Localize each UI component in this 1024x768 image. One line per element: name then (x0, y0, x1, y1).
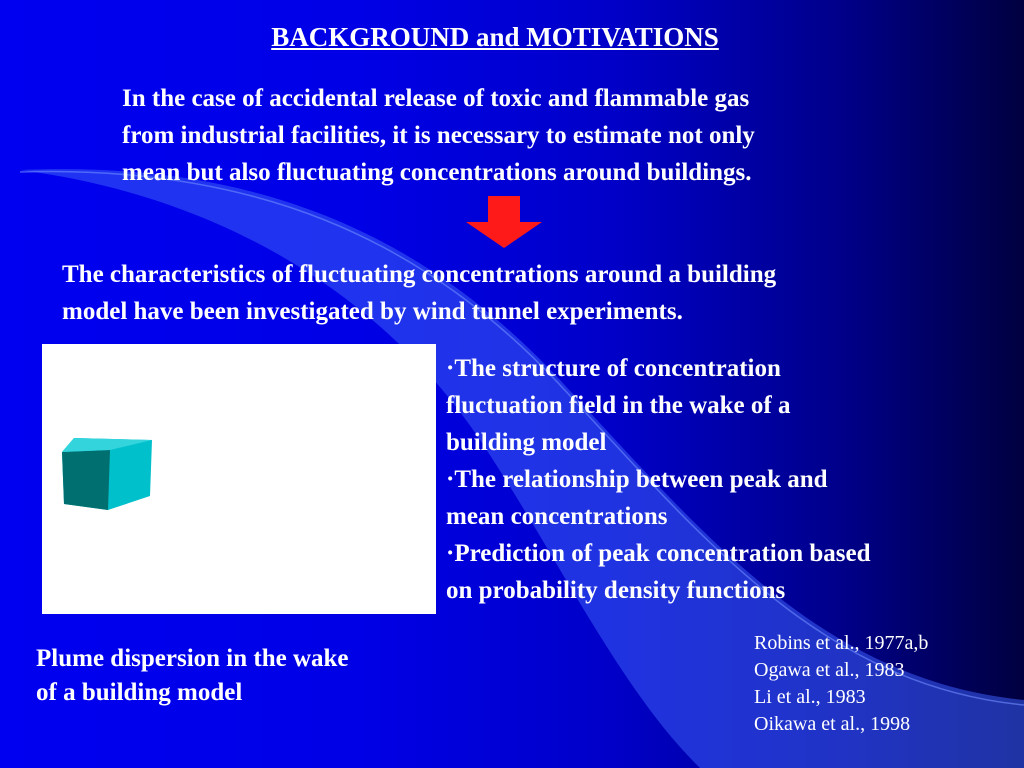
cube-icon (60, 434, 156, 514)
summary-paragraph (62, 256, 1002, 330)
intro-line: In the case of accidental release of toxic and flammable gas (122, 85, 750, 112)
summary-line: The characteristics of fluctuating concentrations around a building (62, 261, 777, 288)
list-item: ·The relationship between peak and (446, 466, 828, 493)
research-topics-list (446, 350, 1006, 609)
figure-caption (36, 642, 436, 710)
caption-line: of a building model (36, 679, 243, 706)
summary-line: model have been investigated by wind tunnel experiments. (62, 298, 683, 325)
intro-line: mean but also fluctuating concentrations around buildings. (122, 159, 752, 186)
slide-title: BACKGROUND and MOTIVATIONS (271, 22, 719, 52)
list-item: fluctuation field in the wake of a (446, 392, 791, 419)
list-item: mean concentrations (446, 503, 668, 530)
list-item: ·Prediction of peak concentration based (446, 540, 871, 567)
list-item: building model (446, 429, 607, 456)
list-item: ·The structure of concentration (446, 355, 781, 382)
caption-line: Plume dispersion in the wake (36, 645, 349, 672)
list-item: on probability density functions (446, 577, 786, 604)
references-list (754, 630, 1014, 738)
reference-item: Oikawa et al., 1998 (754, 713, 911, 735)
intro-line: from industrial facilities, it is necessary to estimate not only (122, 122, 755, 149)
building-model-figure (42, 344, 436, 614)
reference-item: Robins et al., 1977a,b (754, 632, 929, 654)
reference-item: Li et al., 1983 (754, 686, 866, 708)
reference-item: Ogawa et al., 1983 (754, 659, 905, 681)
down-arrow-icon (466, 196, 542, 248)
intro-paragraph (122, 80, 952, 191)
